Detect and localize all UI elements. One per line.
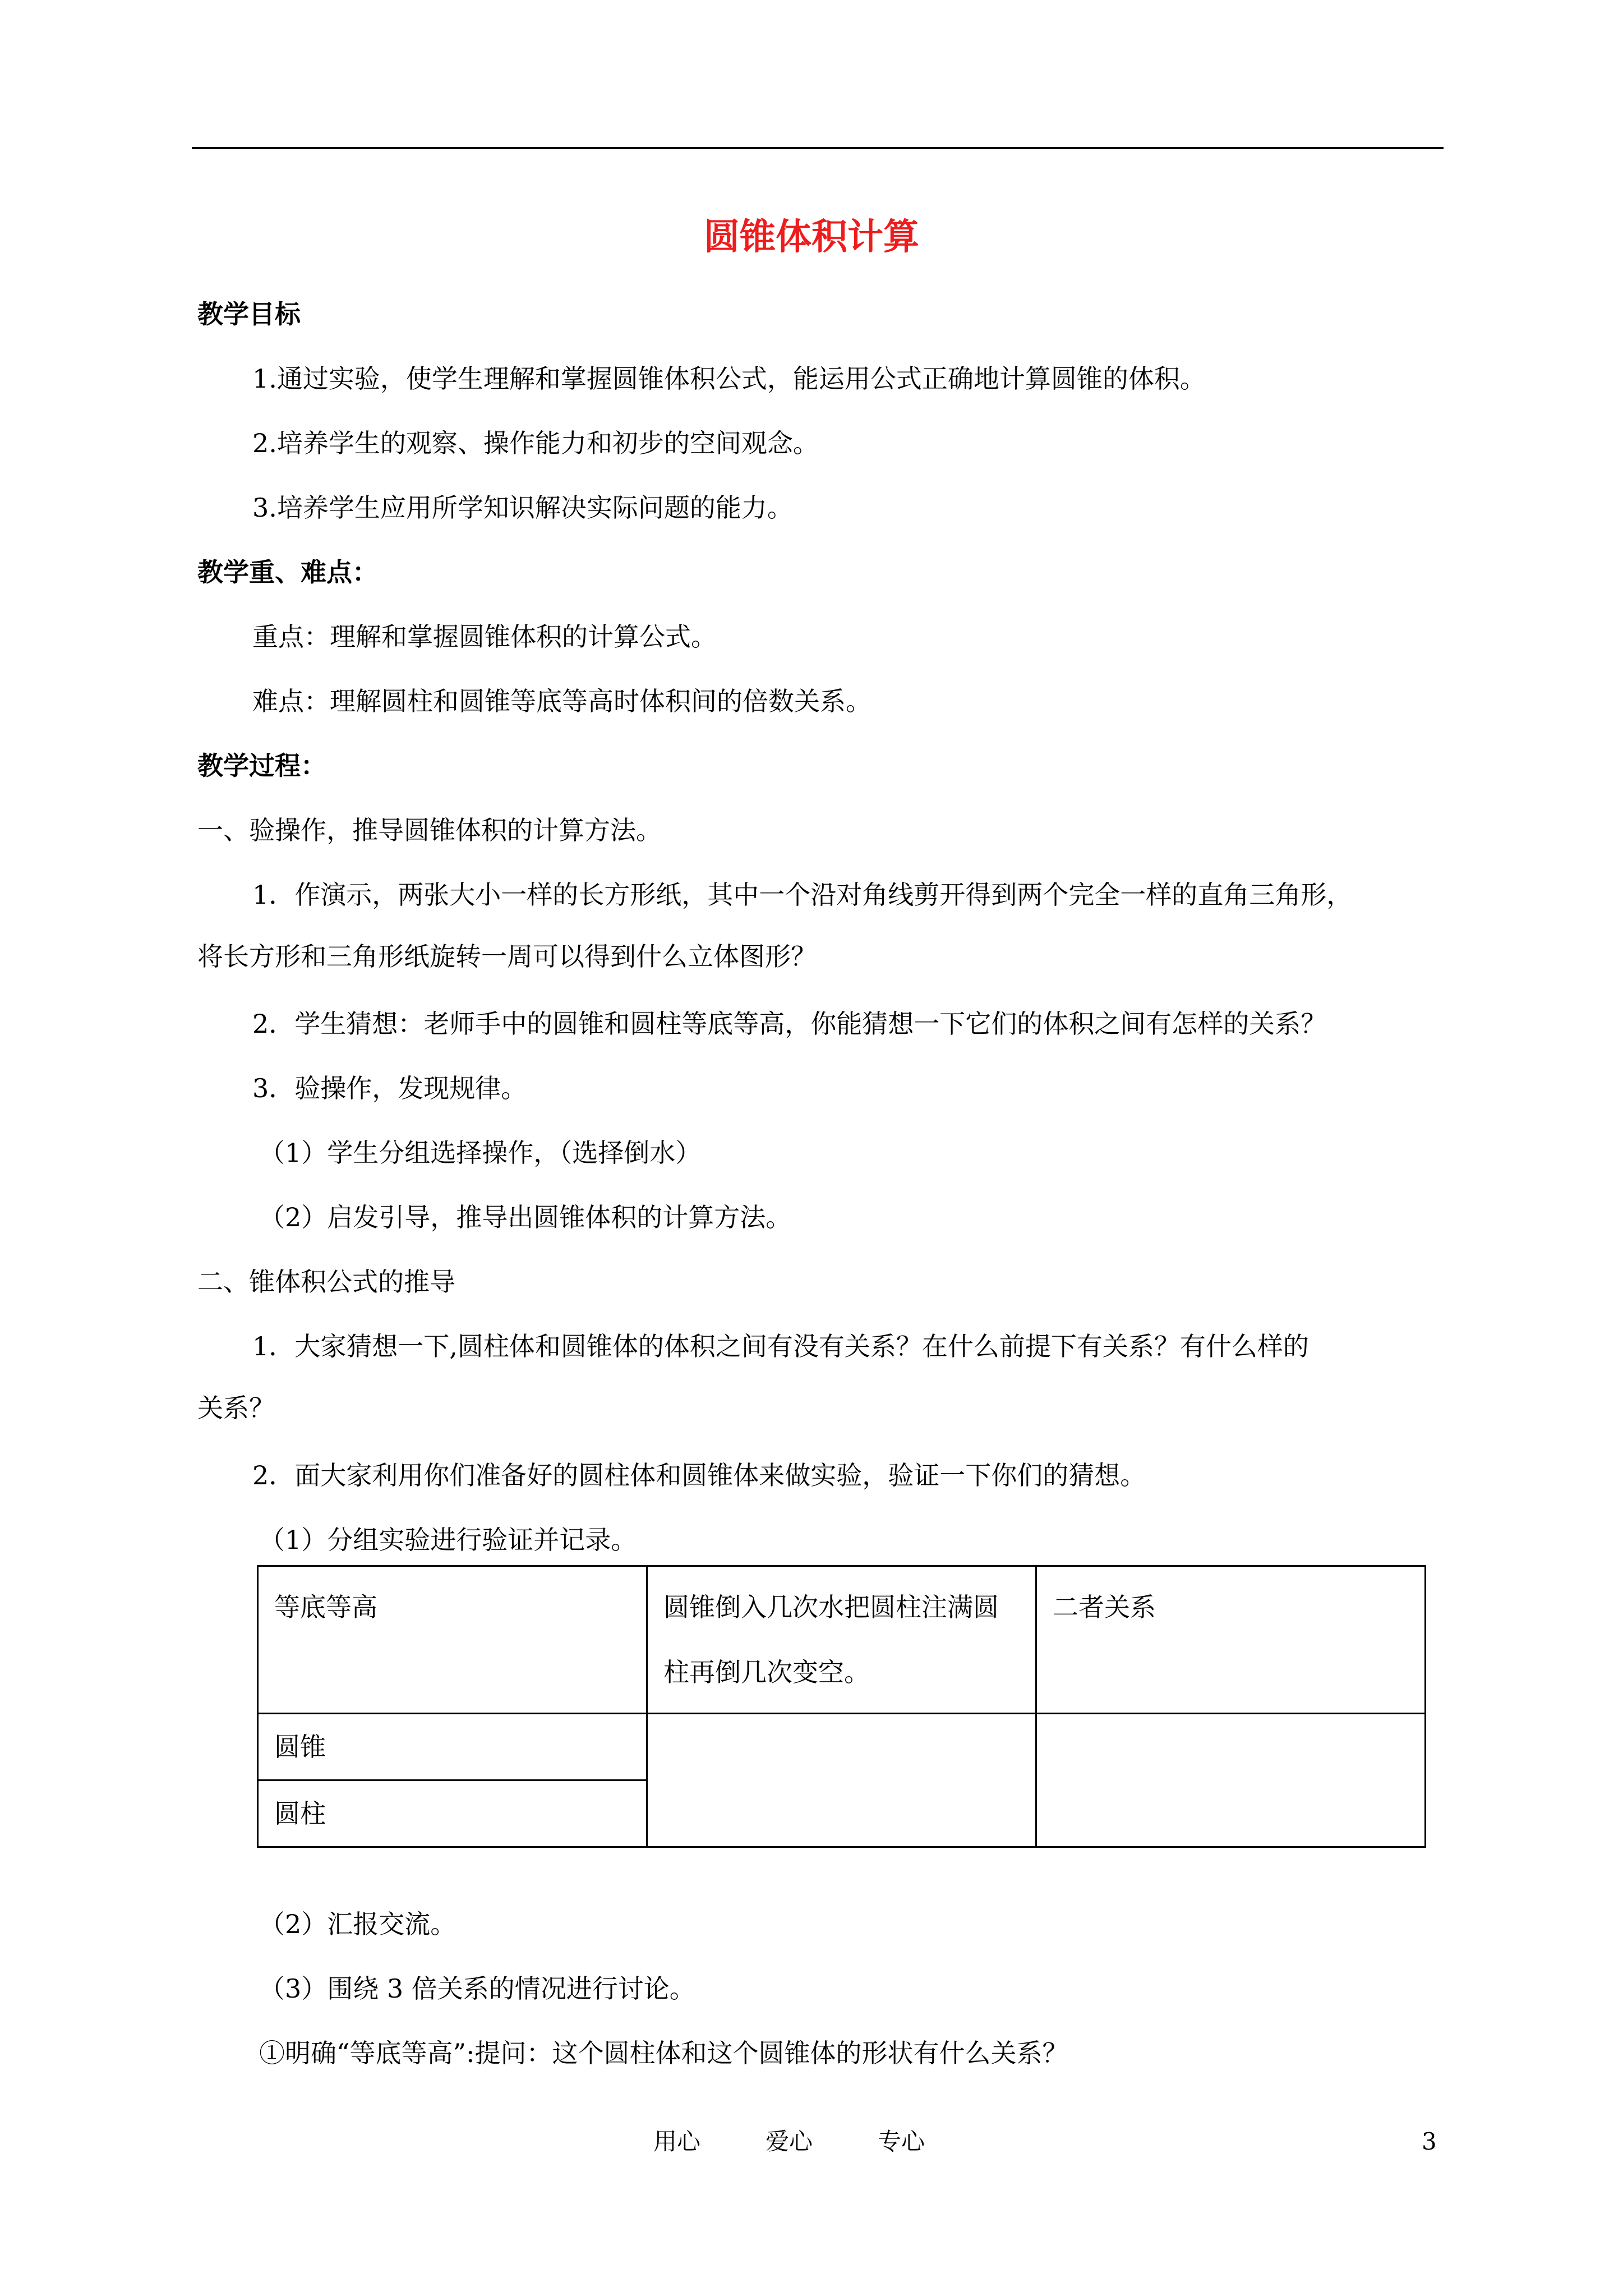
- part2-item1-line1: 1．大家猜想一下,圆柱体和圆锥体的体积之间有没有关系？在什么前提下有关系？有什么样的: [252, 1331, 1309, 1361]
- part2-item2: 2．面大家利用你们准备好的圆柱体和圆锥体来做实验，验证一下你们的猜想。: [252, 1460, 1146, 1490]
- goal-2: 2.培养学生的观察、操作能力和初步的空间观念。: [252, 428, 819, 458]
- table-header-cell-condition: 等底等高: [258, 1566, 647, 1714]
- table-cell-relation-value: [1036, 1714, 1426, 1847]
- table-header-cell-pour-count: 圆锥倒入几次水把圆柱注满圆柱再倒几次变空。: [647, 1566, 1036, 1714]
- page-title: 圆锥体积计算: [704, 216, 919, 258]
- goal-3: 3.培养学生应用所学知识解决实际问题的能力。: [252, 493, 793, 523]
- table-cell-pour-count-value: [647, 1714, 1036, 1847]
- table-row-label-cone: 圆锥: [258, 1714, 647, 1780]
- part1-item1-line1: 1．作演示，两张大小一样的长方形纸，其中一个沿对角线剪开得到两个完全一样的直角三角形，: [252, 880, 1353, 910]
- footer-motto-1: 用心: [653, 2128, 701, 2155]
- process-heading: 教学过程：: [197, 751, 326, 781]
- table-row-label-cylinder: 圆柱: [258, 1780, 647, 1847]
- page-number: 3: [1422, 2128, 1437, 2155]
- part2-sub3: （3）围绕 3 倍关系的情况进行讨论。: [259, 1973, 695, 2004]
- key-point: 重点：理解和掌握圆锥体积的计算公式。: [252, 622, 717, 652]
- part1-heading: 一、验操作，推导圆锥体积的计算方法。: [197, 815, 662, 845]
- part2-heading: 二、锥体积公式的推导: [197, 1267, 455, 1297]
- part1-sub1: （1）学生分组选择操作，（选择倒水）: [259, 1138, 702, 1168]
- table-header-cell-relation: 二者关系: [1036, 1566, 1426, 1714]
- footer-motto-2: 爱心: [766, 2128, 813, 2155]
- part2-item1-line2: 关系？: [197, 1393, 275, 1423]
- part2-sub1: （1）分组实验进行验证并记录。: [259, 1525, 637, 1555]
- part2-sub2: （2）汇报交流。: [259, 1909, 457, 1939]
- part1-item2: 2．学生猜想：老师手中的圆锥和圆柱等底等高，你能猜想一下它们的体积之间有怎样的关系？: [252, 1009, 1327, 1039]
- part1-item3: 3．验操作，发现规律。: [252, 1073, 527, 1103]
- key-heading: 教学重、难点：: [197, 557, 378, 587]
- goals-heading: 教学目标: [197, 299, 301, 329]
- part1-sub2: （2）启发引导，推导出圆锥体积的计算方法。: [259, 1202, 792, 1232]
- goal-1: 1.通过实验，使学生理解和掌握圆锥体积公式，能运用公式正确地计算圆锥的体积。: [252, 364, 1206, 394]
- experiment-table: [257, 1565, 1426, 1848]
- difficult-point: 难点：理解圆柱和圆锥等底等高时体积间的倍数关系。: [252, 686, 872, 716]
- part1-item1-line2: 将长方形和三角形纸旋转一周可以得到什么立体图形？: [197, 941, 817, 972]
- part2-sub3-a: ①明确“等底等高”:提问：这个圆柱体和这个圆锥体的形状有什么关系？: [259, 2038, 1068, 2068]
- footer-motto-3: 专心: [878, 2128, 925, 2155]
- header-rule: [192, 147, 1444, 149]
